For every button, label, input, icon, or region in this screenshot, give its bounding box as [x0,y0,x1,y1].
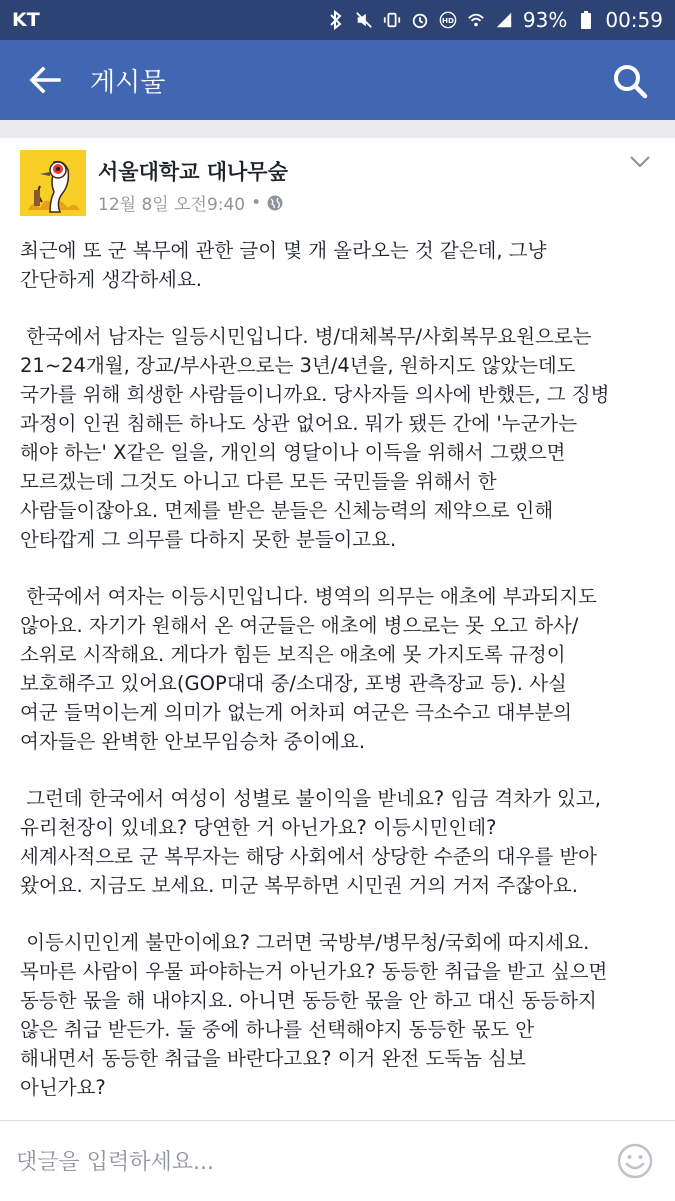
body-line: 국가를 위해 희생한 사람들이니까요. 당사자들 의사에 반했든, 그 징병 [20,383,610,406]
status-bar [0,0,675,40]
status-icons [327,8,663,32]
body-line: 한국에서 남자는 일등시민입니다. 병/대체복무/사회복무요원으로는 [20,325,592,348]
body-line: 동등한 몫을 해 내야지요. 아니면 동등한 몫을 안 하고 대신 동등하지 [20,989,597,1012]
body-line: 21~24개월, 장교/부사관으로는 3년/4년을, 원하지도 않았는데도 [20,354,576,377]
body-line: 세계사적으로 군 복무자는 해당 사회에서 상당한 수준의 대우를 받아 [20,845,598,868]
paragraph-gap [20,756,660,784]
paragraph-gap [20,900,660,928]
page-title: 게시물 [90,68,166,98]
body-line: 보호해주고 있어요(GOP대대 중/소대장, 포병 관측장교 등). 사실 [20,672,567,695]
search-button[interactable] [607,58,653,104]
body-line: 과정이 인권 침해든 하나도 상관 없어요. 뭐가 됐든 간에 '누군가는 [20,412,578,435]
page-name-link[interactable]: 서울대학교 대나무숲 [98,160,288,184]
post-timestamp[interactable]: 12월 8일 오전9:40 [98,195,246,215]
body-line: 이등시민인게 불만이에요? 그러면 국방부/병무청/국회에 따지세요. [20,931,590,954]
post-body [20,236,660,1102]
back-button[interactable] [22,60,68,100]
body-line: 사람들이잖아요. 면제를 받은 분들은 신체능력의 제약으로 인해 [20,499,554,522]
avatar[interactable] [20,150,86,216]
clock: 00:59 [605,8,663,32]
body-line: 않아요. 자기가 원해서 온 여군들은 애초에 병으로는 못 오고 하사/ [20,614,579,637]
signal-icon [495,11,513,29]
app-bar [0,40,675,120]
chevron-down-icon [629,155,651,169]
wifi-icon [467,11,485,29]
mute-icon [355,11,373,29]
hd-icon [439,11,457,29]
body-line: 않은 취급 받든가. 둘 중에 하나를 선택해야지 동등한 몫도 안 [20,1018,535,1041]
battery-icon [577,11,595,29]
paragraph-gap [20,294,660,322]
body-line: 최근에 또 군 복무에 관한 글이 몇 개 올라오는 것 같은데, 그냥 [20,239,547,262]
body-line: 여군 들먹이는게 의미가 없는게 어차피 여군은 극소수고 대부분의 [20,701,572,724]
body-line: 목마른 사람이 우물 파야하는거 아닌가요? 동등한 취급을 받고 싶으면 [20,960,608,983]
comment-bar [0,1120,675,1201]
post-options-button[interactable] [625,150,655,174]
post-meta [98,190,283,215]
body-line: 여자들은 완벽한 안보무임승차 중이에요. [20,730,366,753]
body-line: 간단하게 생각하세요. [20,268,202,291]
body-line: 소위로 시작해요. 게다가 힘든 보직은 애초에 못 가지도록 규정이 [20,643,566,666]
post-card [0,138,675,1138]
body-line: 그런데 한국에서 여성이 성별로 불이익을 받네요? 임금 격차가 있고, [20,787,601,810]
emoji-icon [617,1143,653,1179]
globe-icon [267,195,283,211]
body-line: 유리천장이 있네요? 당연한 거 아닌가요? 이등시민인데? [20,816,497,839]
svg-text:HD: HD [441,16,454,26]
body-line: 해야 하는' X같은 일을, 개인의 영달이나 이득을 위해서 그랬으면 [20,441,566,464]
body-line: 아닌가요? [20,1076,106,1099]
battery-percent: 93% [522,8,568,32]
vibrate-icon [383,11,401,29]
meta-separator: • [251,192,262,213]
comment-input[interactable] [14,1143,578,1181]
back-arrow-icon [29,66,61,94]
carrier-label: KT [12,9,40,31]
body-line: 왔어요. 지금도 보세요. 미군 복무하면 시민권 거의 거저 주잖아요. [20,874,578,897]
bluetooth-icon [327,11,345,29]
paragraph-gap [20,554,660,582]
body-line: 모르겠는데 그것도 아니고 다른 모든 국민들을 위해서 한 [20,470,497,493]
search-icon [612,63,648,99]
alarm-icon [411,11,429,29]
body-line: 해내면서 동등한 취급을 바란다고요? 이거 완전 도둑놈 심보 [20,1047,526,1070]
body-line: 안타깝게 그 의무를 다하지 못한 분들이고요. [20,528,397,551]
body-line: 한국에서 여자는 이등시민입니다. 병역의 의무는 애초에 부과되지도 [20,585,598,608]
content-separator [0,120,675,138]
emoji-button[interactable] [617,1143,653,1179]
